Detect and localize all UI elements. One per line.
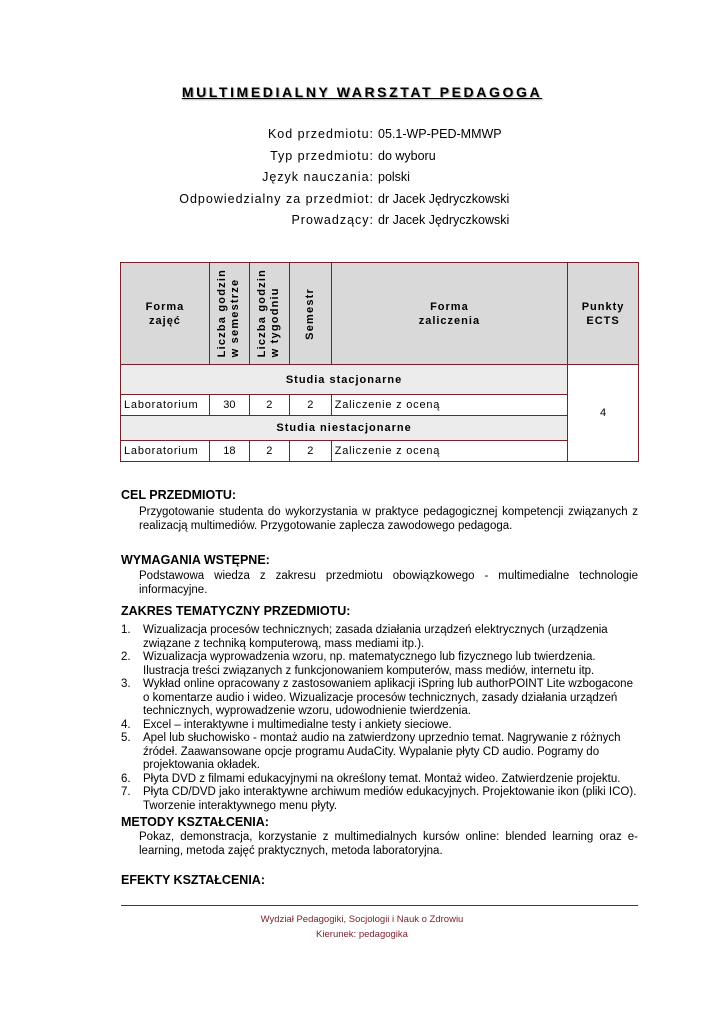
meta-value: dr Jacek Jędryczkowski <box>378 191 510 206</box>
list-item: 5. Apel lub słuchowisko - montaż audio na zatwierdzony uprzednio temat. Nagrywanie z różnych źródeł. Zaawansowane opcje programu AudaCity. Wypalanie płyty CD audio. Pogramy do projektowania okładek. <box>121 732 621 771</box>
list-item: 2. Wizualizacja wyprowadzenia wzoru, np. matematycznego lub fizycznego lub twierdzenia. Ilustracja treści związanych z funkcjonowaniem komputerów, mass mediów, internetu itp. <box>121 651 596 677</box>
cell-zaliczenie: Zaliczenie z oceną <box>331 441 567 462</box>
meta-label: Prowadzący: <box>291 213 374 227</box>
header-forma-zaliczenia: Forma zaliczenia <box>331 263 567 365</box>
meta-label: Odpowiedzialny za przedmiot: <box>179 191 374 206</box>
meta-value: polski <box>378 170 410 184</box>
list-item: 7. Płyta CD/DVD jako interaktywne archiwum mediów edukacyjnych. Projektowanie ikon (pliki ICO). Tworzenie interaktywnego menu płyty. <box>121 786 637 812</box>
header-godziny-tydzien: Liczba godzin w tygodniu <box>249 263 289 365</box>
table-row <box>121 441 639 462</box>
meta-row-responsible <box>120 189 640 211</box>
meta-row-instructor <box>120 210 640 232</box>
cell-zaliczenie: Zaliczenie z oceną <box>331 395 567 416</box>
course-table <box>120 262 639 462</box>
section-row-stacjonarne <box>121 365 639 395</box>
list-item: 6. Płyta DVD z filmami edukacyjnymi na określony temat. Montaż wideo. Zatwierdzenie projektu. <box>121 772 621 785</box>
list-item: 3. Wykład online opracowany z zastosowaniem aplikacji iSpring lub authorPOINT Lite wzbogacone o komentarze audio i wideo. Wizualizacje procesów technicznych, zasady działania urządzeń technicznych, wyprowadzenie wzoru, udowodnienie twierdzenia. <box>121 678 633 717</box>
text-wymagania: Podstawowa wiedza z zakresu przedmiotu obowiązkowego - multimedialne technologie informacyjne. <box>139 570 638 596</box>
footer-divider <box>121 905 638 906</box>
meta-row-code <box>120 124 640 146</box>
cell-forma: Laboratorium <box>121 441 210 462</box>
cell-godz-tyg: 2 <box>249 441 289 462</box>
header-forma-zajec: Forma zajęć <box>121 263 210 365</box>
section-label-stacjonarne: Studia stacjonarne <box>121 365 568 395</box>
footer-major: Kierunek: pedagogika <box>316 929 408 940</box>
meta-label: Język nauczania: <box>262 170 374 184</box>
course-metadata <box>120 124 640 232</box>
section-label-niestacjonarne: Studia niestacjonarne <box>121 416 568 441</box>
header-ects: Punkty ECTS <box>568 263 639 365</box>
text-metody: Pokaz, demonstracja, korzystanie z multimedialnych kursów online: blended learning oraz e-learning, metoda zajęć praktycznych, metoda laboratoryjna. <box>139 831 638 857</box>
footer-faculty: Wydział Pedagogiki, Socjologii i Nauk o Zdrowiu <box>260 914 464 925</box>
meta-row-language <box>120 167 640 189</box>
cell-godz-sem: 30 <box>209 395 249 416</box>
header-godziny-semestr: Liczba godzin w semestrze <box>209 263 249 365</box>
heading-wymagania: WYMAGANIA WSTĘPNE: <box>121 553 270 567</box>
table-row <box>121 395 639 416</box>
heading-efekty: EFEKTY KSZTAŁCENIA: <box>121 873 265 887</box>
cell-godz-sem: 18 <box>209 441 249 462</box>
topics-list <box>121 624 641 813</box>
text-cel: Przygotowanie studenta do wykorzystania w praktyce pedagogicznej kompetencji związanych z realizacją multimediów. Przygotowanie zaplecza zawodowego pedagoga. <box>139 506 638 532</box>
table-header-row <box>121 263 639 365</box>
heading-metody: METODY KSZTAŁCENIA: <box>121 815 269 829</box>
cell-semestr: 2 <box>289 395 331 416</box>
header-semestr: Semestr <box>289 263 331 365</box>
section-row-niestacjonarne <box>121 416 639 441</box>
meta-label: Kod przedmiotu: <box>267 127 374 141</box>
cell-forma: Laboratorium <box>121 395 210 416</box>
heading-cel: CEL PRZEDMIOTU: <box>121 488 237 502</box>
document-title: MULTIMEDIALNY WARSZTAT PEDAGOGA <box>181 84 543 100</box>
meta-value: 05.1-WP-PED-MMWP <box>378 127 502 141</box>
meta-value: do wyboru <box>378 148 436 163</box>
cell-semestr: 2 <box>289 441 331 462</box>
list-item: 1. Wizualizacja procesów technicznych; zasada działania urządzeń elektrycznych (urządzenia związane z techniką komputerową, mass mediami itp.). <box>121 624 608 650</box>
heading-zakres: ZAKRES TEMATYCZNY PRZEDMIOTU: <box>121 604 351 618</box>
meta-label: Typ przedmiotu: <box>270 148 374 163</box>
document-title-block <box>0 84 724 102</box>
cell-godz-tyg: 2 <box>249 395 289 416</box>
ects-value: 4 <box>568 365 639 462</box>
meta-row-type <box>120 146 640 168</box>
meta-value: dr Jacek Jędryczkowski <box>378 213 510 227</box>
list-item: 4. Excel – interaktywne i multimedialne testy i ankiety sieciowe. <box>121 718 452 731</box>
